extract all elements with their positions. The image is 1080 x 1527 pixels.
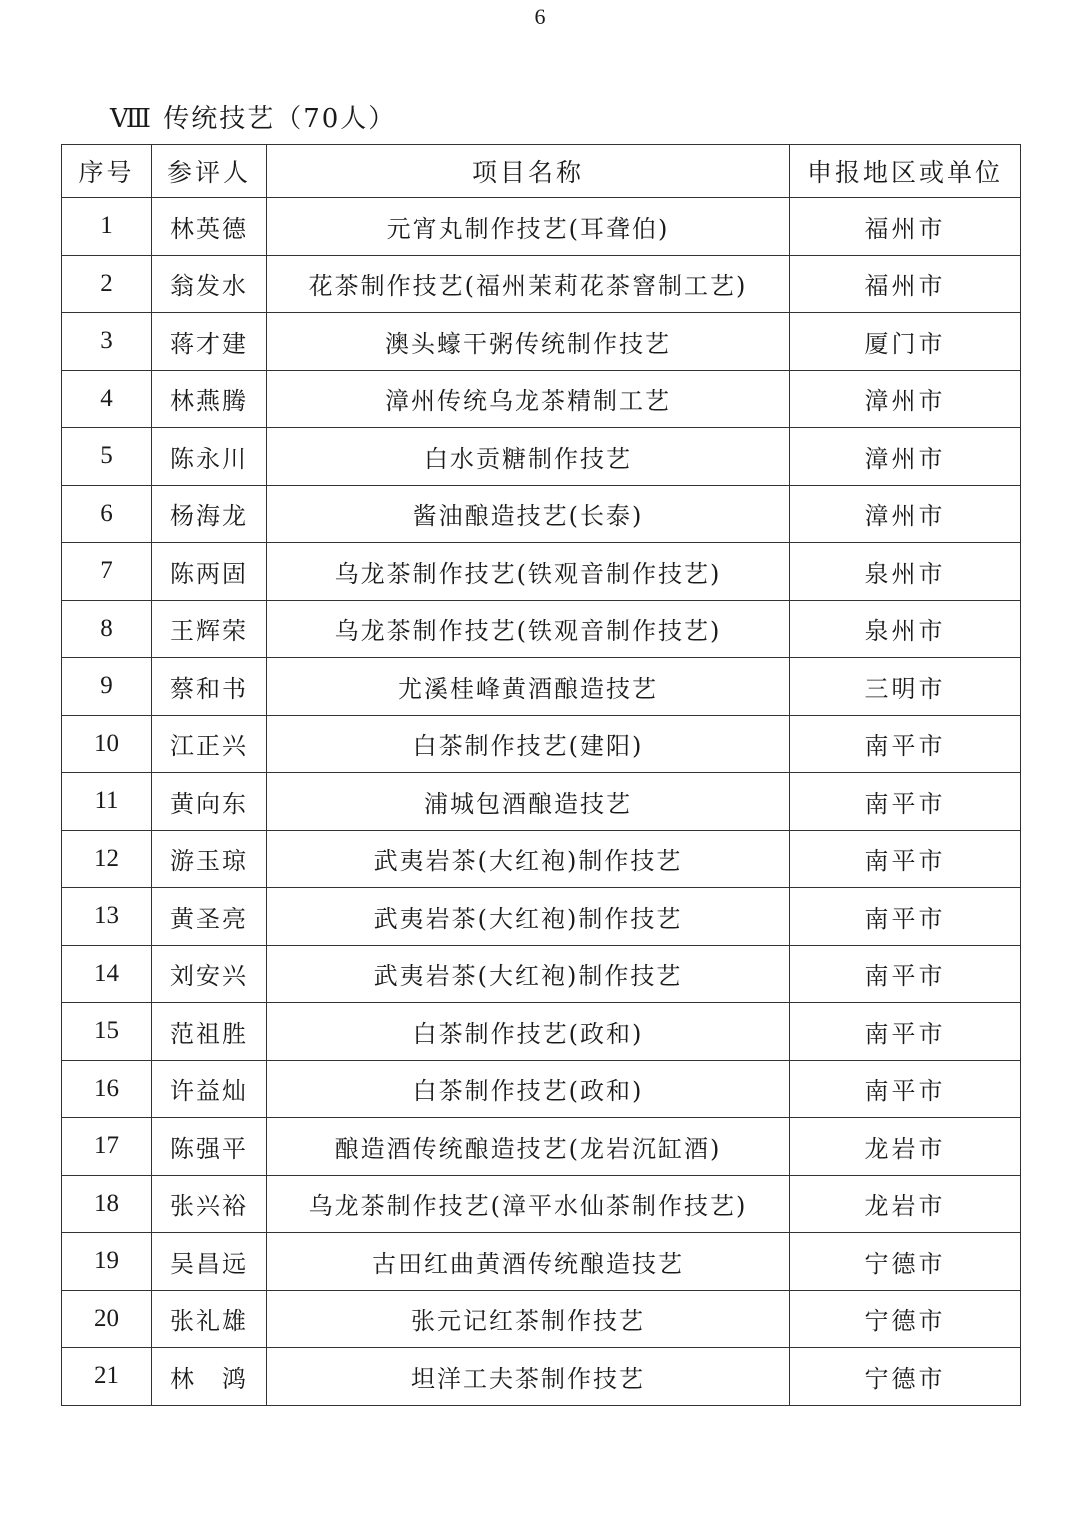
header-person: 参评人	[152, 145, 267, 198]
table-row	[62, 543, 1021, 601]
cell-region: 南平市	[790, 1003, 1021, 1061]
cell-project: 浦城包酒酿造技艺	[267, 773, 790, 831]
table-row	[62, 715, 1021, 773]
cell-project: 乌龙茶制作技艺(漳平水仙茶制作技艺)	[267, 1175, 790, 1233]
cell-person: 许益灿	[152, 1060, 267, 1118]
cell-project: 武夷岩茶(大红袍)制作技艺	[267, 830, 790, 888]
cell-project: 白茶制作技艺(政和)	[267, 1003, 790, 1061]
cell-region: 三明市	[790, 658, 1021, 716]
table-row	[62, 370, 1021, 428]
cell-no: 20	[62, 1290, 152, 1348]
cell-region: 厦门市	[790, 313, 1021, 371]
cell-no: 5	[62, 428, 152, 486]
cell-region: 漳州市	[790, 370, 1021, 428]
cell-project: 澳头蠔干粥传统制作技艺	[267, 313, 790, 371]
cell-no: 6	[62, 485, 152, 543]
table-header-row	[62, 145, 1021, 198]
table-row	[62, 658, 1021, 716]
cell-person: 黄圣亮	[152, 888, 267, 946]
cell-no: 14	[62, 945, 152, 1003]
cell-person: 黄向东	[152, 773, 267, 831]
cell-region: 宁德市	[790, 1290, 1021, 1348]
table-row	[62, 1118, 1021, 1176]
cell-region: 南平市	[790, 945, 1021, 1003]
heritage-inheritors-table	[61, 144, 1021, 1406]
table-row	[62, 888, 1021, 946]
cell-person: 林燕腾	[152, 370, 267, 428]
table-row	[62, 830, 1021, 888]
table-row	[62, 485, 1021, 543]
cell-no: 10	[62, 715, 152, 773]
cell-region: 福州市	[790, 198, 1021, 256]
cell-project: 白水贡糖制作技艺	[267, 428, 790, 486]
cell-project: 张元记红茶制作技艺	[267, 1290, 790, 1348]
cell-project: 白茶制作技艺(建阳)	[267, 715, 790, 773]
cell-person: 林英德	[152, 198, 267, 256]
cell-person: 陈永川	[152, 428, 267, 486]
cell-no: 1	[62, 198, 152, 256]
cell-person: 范祖胜	[152, 1003, 267, 1061]
cell-project: 乌龙茶制作技艺(铁观音制作技艺)	[267, 600, 790, 658]
cell-no: 2	[62, 255, 152, 313]
cell-region: 泉州市	[790, 600, 1021, 658]
cell-person: 张兴裕	[152, 1175, 267, 1233]
cell-person: 游玉琼	[152, 830, 267, 888]
table-row	[62, 773, 1021, 831]
cell-no: 17	[62, 1118, 152, 1176]
cell-no: 4	[62, 370, 152, 428]
cell-project: 酱油酿造技艺(长泰)	[267, 485, 790, 543]
cell-no: 16	[62, 1060, 152, 1118]
cell-person: 陈两固	[152, 543, 267, 601]
header-region: 申报地区或单位	[790, 145, 1021, 198]
header-project: 项目名称	[267, 145, 790, 198]
cell-region: 宁德市	[790, 1348, 1021, 1406]
table-row	[62, 1290, 1021, 1348]
cell-person: 张礼雄	[152, 1290, 267, 1348]
table-row	[62, 313, 1021, 371]
table-row	[62, 1348, 1021, 1406]
table-row	[62, 198, 1021, 256]
table-row	[62, 1060, 1021, 1118]
cell-project: 酿造酒传统酿造技艺(龙岩沉缸酒)	[267, 1118, 790, 1176]
table-row	[62, 255, 1021, 313]
cell-person: 杨海龙	[152, 485, 267, 543]
cell-no: 9	[62, 658, 152, 716]
table-row	[62, 600, 1021, 658]
table-row	[62, 1233, 1021, 1291]
cell-person: 林 鸿	[152, 1348, 267, 1406]
cell-region: 泉州市	[790, 543, 1021, 601]
cell-no: 18	[62, 1175, 152, 1233]
cell-person: 蔡和书	[152, 658, 267, 716]
cell-region: 南平市	[790, 715, 1021, 773]
cell-no: 7	[62, 543, 152, 601]
cell-person: 陈强平	[152, 1118, 267, 1176]
cell-region: 福州市	[790, 255, 1021, 313]
cell-no: 19	[62, 1233, 152, 1291]
cell-project: 乌龙茶制作技艺(铁观音制作技艺)	[267, 543, 790, 601]
table-row	[62, 1003, 1021, 1061]
cell-region: 南平市	[790, 888, 1021, 946]
cell-project: 古田红曲黄酒传统酿造技艺	[267, 1233, 790, 1291]
table-row	[62, 428, 1021, 486]
table-row	[62, 945, 1021, 1003]
cell-no: 11	[62, 773, 152, 831]
table-body	[62, 198, 1021, 1406]
cell-project: 花茶制作技艺(福州茉莉花茶窨制工艺)	[267, 255, 790, 313]
header-no: 序号	[62, 145, 152, 198]
cell-region: 漳州市	[790, 428, 1021, 486]
cell-person: 江正兴	[152, 715, 267, 773]
cell-region: 漳州市	[790, 485, 1021, 543]
cell-no: 15	[62, 1003, 152, 1061]
cell-project: 元宵丸制作技艺(耳聋伯)	[267, 198, 790, 256]
cell-person: 翁发水	[152, 255, 267, 313]
cell-no: 13	[62, 888, 152, 946]
cell-region: 龙岩市	[790, 1175, 1021, 1233]
cell-region: 宁德市	[790, 1233, 1021, 1291]
cell-no: 12	[62, 830, 152, 888]
cell-no: 21	[62, 1348, 152, 1406]
cell-region: 南平市	[790, 773, 1021, 831]
cell-region: 南平市	[790, 830, 1021, 888]
cell-project: 武夷岩茶(大红袍)制作技艺	[267, 888, 790, 946]
cell-project: 尤溪桂峰黄酒酿造技艺	[267, 658, 790, 716]
page-number: 6	[534, 4, 546, 29]
cell-person: 蒋才建	[152, 313, 267, 371]
cell-region: 龙岩市	[790, 1118, 1021, 1176]
cell-no: 8	[62, 600, 152, 658]
cell-project: 白茶制作技艺(政和)	[267, 1060, 790, 1118]
cell-region: 南平市	[790, 1060, 1021, 1118]
cell-person: 吴昌远	[152, 1233, 267, 1291]
cell-no: 3	[62, 313, 152, 371]
cell-person: 王辉荣	[152, 600, 267, 658]
cell-project: 漳州传统乌龙茶精制工艺	[267, 370, 790, 428]
table-row	[62, 1175, 1021, 1233]
cell-project: 坦洋工夫茶制作技艺	[267, 1348, 790, 1406]
cell-person: 刘安兴	[152, 945, 267, 1003]
section-title: Ⅷ 传统技艺（70人）	[110, 104, 397, 134]
cell-project: 武夷岩茶(大红袍)制作技艺	[267, 945, 790, 1003]
